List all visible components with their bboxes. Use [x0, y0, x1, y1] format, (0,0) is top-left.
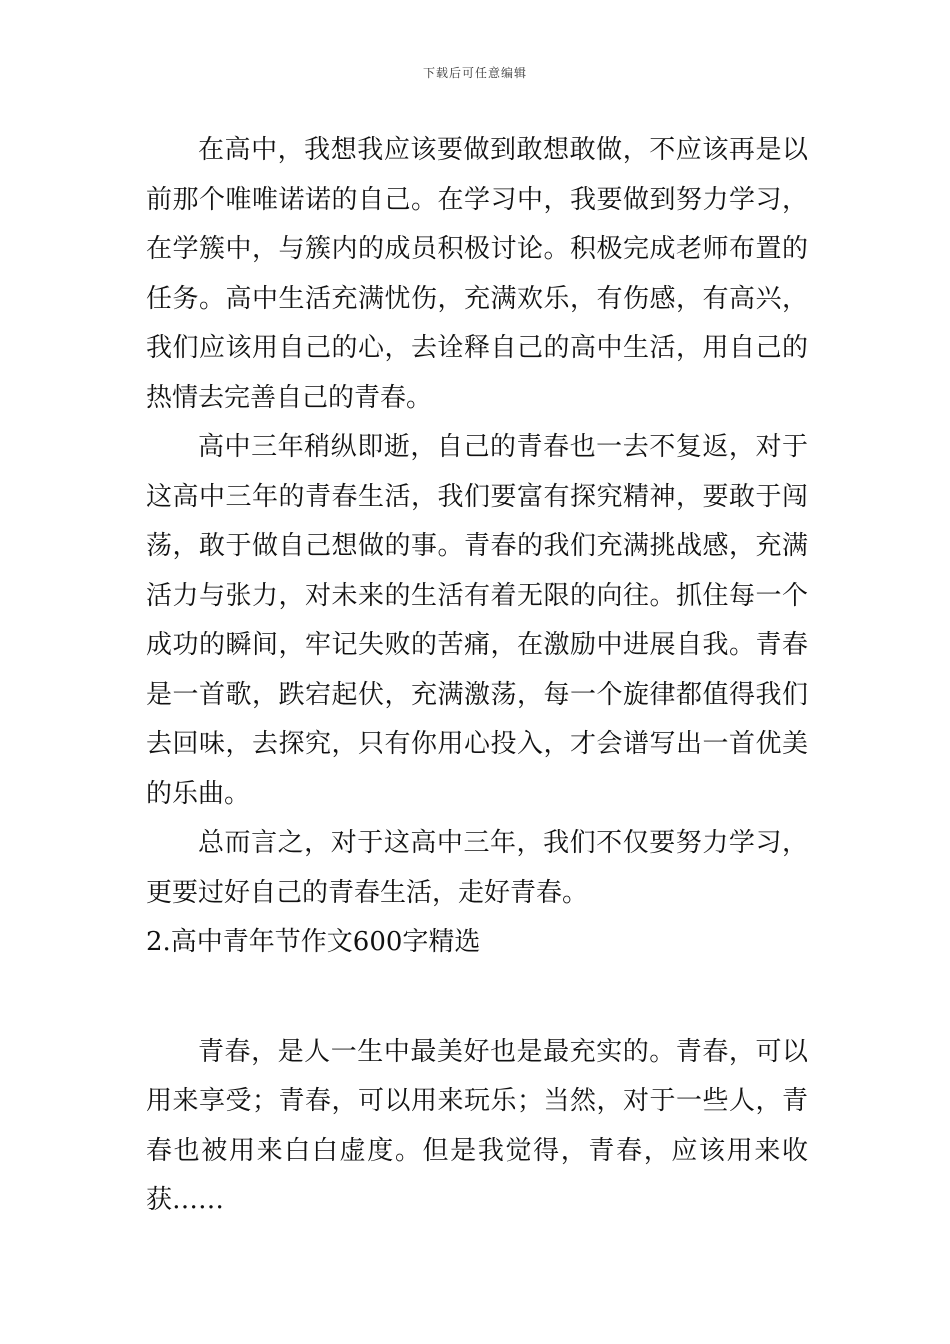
section-gap	[146, 968, 808, 1028]
document-body	[146, 126, 808, 1226]
paragraph-2: 高中三年稍纵即逝，自己的青春也一去不复返，对于这高中三年的青春生活，我们要富有探究精神，要敢于闯荡，敢于做自己想做的事。青春的我们充满挑战感，充满活力与张力，对未来的生活有着无限的向往。抓住每一个成功的瞬间，牢记失败的苦痛，在激励中进展自我。青春是一首歌，跌宕起伏，充满激荡，每一个旋律都值得我们去回味，去探究，只有你用心投入，才会谱写出一首优美的乐曲。	[146, 432, 808, 809]
paragraph-3: 总而言之，对于这高中三年，我们不仅要努力学习，更要过好自己的青春生活，走好青春。	[146, 828, 808, 908]
section-heading: 2.高中青年节作文600字精选	[146, 927, 481, 957]
paragraph-4: 青春，是人一生中最美好也是最充实的。青春，可以用来享受；青春，可以用来玩乐；当然，对于一些人，青春也被用来白白虚度。但是我觉得，青春，应该用来收获……	[146, 1036, 808, 1215]
paragraph-1: 在高中，我想我应该要做到敢想敢做，不应该再是以前那个唯唯诺诺的自己。在学习中，我要做到努力学习，在学簇中，与簇内的成员积极讨论。积极完成老师布置的任务。高中生活充满忧伤，充满欢乐，有伤感，有高兴，我们应该用自己的心，去诠释自己的高中生活，用自己的热情去完善自己的青春。	[146, 135, 808, 413]
header-note: 下载后可任意编辑	[422, 66, 527, 80]
